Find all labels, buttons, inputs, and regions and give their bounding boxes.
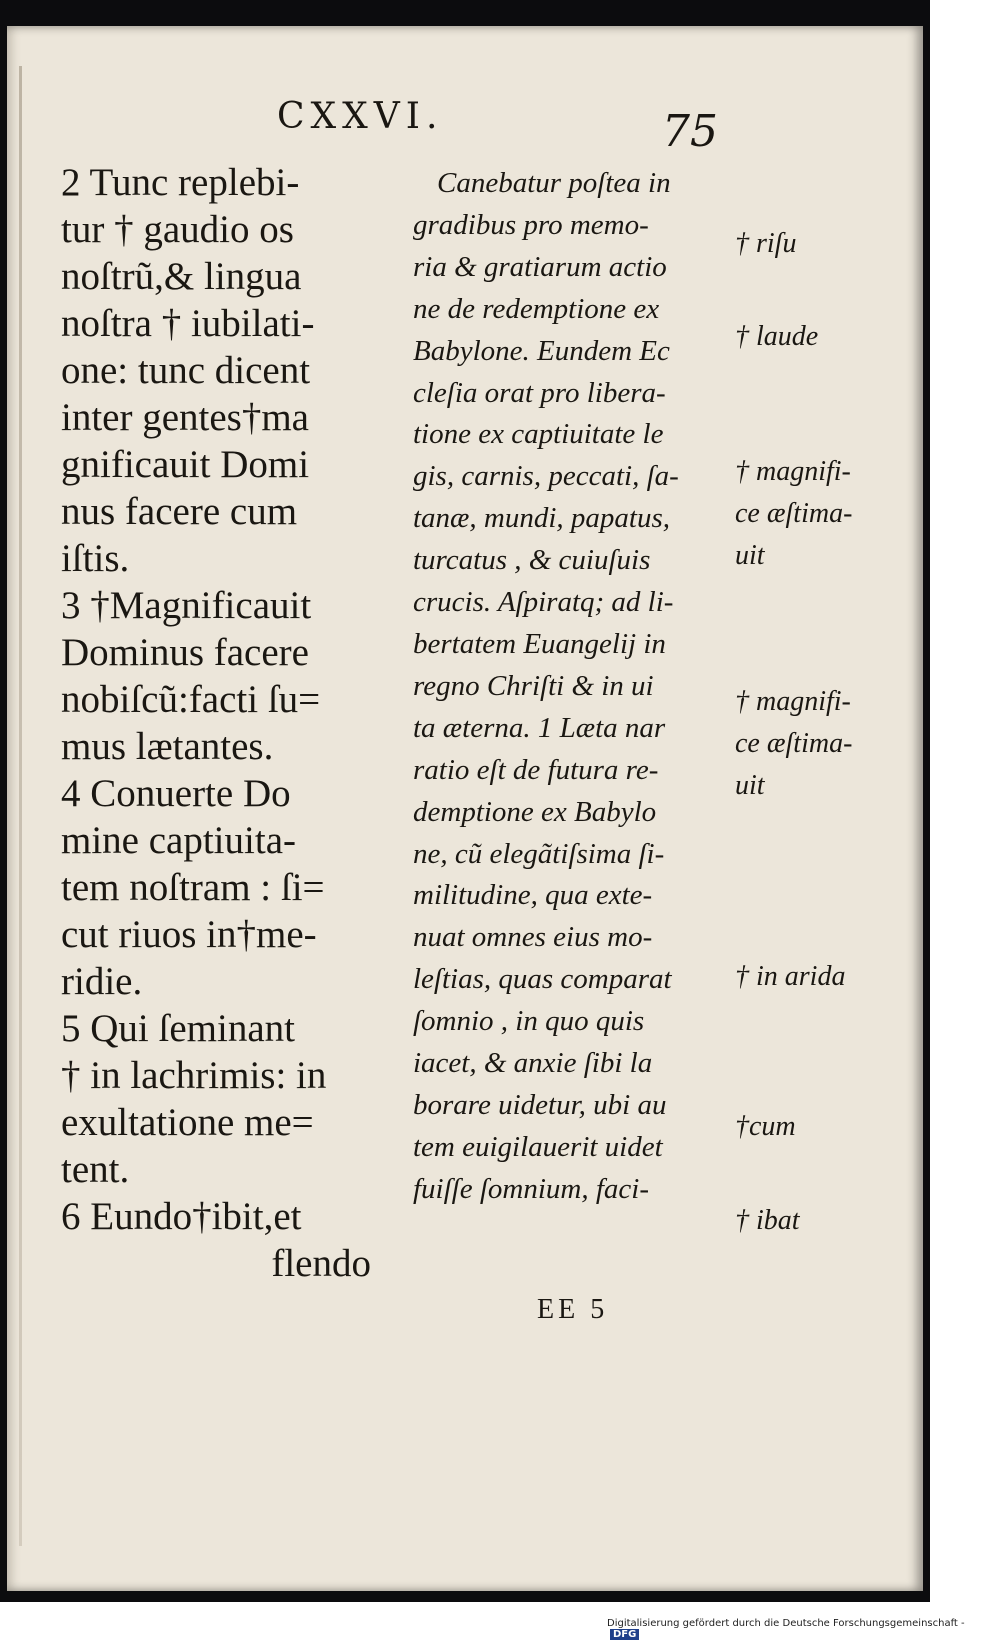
commentary-line: ſomnio , in quo quis (413, 1005, 645, 1038)
signature-mark: EE 5 (537, 1294, 609, 1325)
margin-gloss (735, 223, 796, 265)
commentary-line: ta æterna. 1 Læta nar (413, 711, 666, 744)
running-head: CXXVI. (277, 96, 444, 137)
commentary-line: iacet, & anxie ſibi la (413, 1047, 653, 1080)
margin-gloss (735, 956, 845, 998)
commentary-line: leſtias, quas comparat (413, 963, 672, 996)
psalm-line: nobiſcũ:facti ſu= (61, 678, 321, 721)
psalm-line: mus lætantes. (61, 725, 274, 768)
footer-text: Digitalisierung gefördert durch die Deutsche Forschungsgemeinschaft - (607, 1618, 965, 1629)
margin-gloss-line: uit (735, 540, 765, 571)
commentary-line: ratio eſt de futura re- (413, 753, 659, 786)
psalm-line: cut riuos in†me- (61, 913, 317, 956)
commentary-column (413, 163, 721, 1211)
psalm-line: noſtrũ,& lingua (61, 255, 302, 298)
commentary-line: fuiſſe ſomnium, faci- (413, 1172, 649, 1205)
commentary-line: cleſia orat pro libera- (413, 376, 666, 409)
psalm-line: noſtra † iubilati- (61, 302, 315, 345)
psalm-line: † in lachrimis: in (61, 1054, 327, 1097)
commentary-line: Babylone. Eundem Ec (413, 334, 670, 367)
margin-gloss (735, 681, 852, 807)
commentary-line: tem euigilauerit uidet (413, 1130, 663, 1163)
psalm-line: nus facere cum (61, 490, 298, 533)
margin-gloss-line: † in arida (735, 961, 846, 992)
commentary-line: regno Chriſti & in ui (413, 669, 654, 702)
psalm-line: flendo (271, 1242, 371, 1285)
margin-gloss-line: uit (735, 770, 765, 801)
margin-gloss-line: † magnifi- (735, 456, 851, 487)
psalm-line: 3 †Magnificauit (61, 584, 312, 627)
commentary-line: bertatem Euangelij in (413, 627, 666, 660)
margin-gloss-line: † magnifi- (735, 686, 851, 717)
psalm-line: Dominus facere (61, 631, 309, 674)
psalm-line: exultatione me= (61, 1101, 314, 1144)
commentary-line: demptione ex Babylo (413, 795, 657, 828)
margin-gloss (735, 1106, 796, 1148)
psalm-line: inter gentes†ma (61, 396, 309, 439)
margin-gloss-line: † riſu (735, 228, 797, 259)
commentary-line: gradibus pro memo- (413, 208, 649, 241)
commentary-line: turcatus , & cuiuſuis (413, 544, 651, 577)
margin-gloss (735, 1200, 800, 1242)
commentary-line: Canebatur poſtea in (437, 167, 671, 199)
psalm-line: tent. (61, 1148, 130, 1191)
commentary-line: ria & gratiarum actio (413, 250, 667, 283)
margin-gloss-line: ce æſtima- (735, 498, 853, 529)
margin-gloss-line: †cum (735, 1111, 796, 1142)
margin-gloss (735, 316, 818, 358)
margin-gloss-line: † ibat (735, 1205, 800, 1236)
dfg-logo: DFG (610, 1629, 639, 1640)
commentary-line: gis, carnis, peccati, ſa- (413, 460, 679, 493)
psalm-line: gnificauit Domi (61, 443, 310, 486)
commentary-line: crucis. Aſpiratq; ad li- (413, 586, 674, 619)
margin-gloss-line: ce æſtima- (735, 728, 853, 759)
commentary-line: borare uidetur, ubi au (413, 1088, 667, 1121)
commentary-line: militudine, qua exte- (413, 879, 653, 912)
psalm-line: ridie. (61, 960, 143, 1003)
psalm-line: tem noſtram : ſi= (61, 866, 325, 909)
psalm-line: one: tunc dicent (61, 349, 311, 392)
commentary-line: nuat omnes eius mo- (413, 921, 653, 954)
psalm-line: 6 Eundo†ibit,et (61, 1195, 302, 1238)
commentary-line: ne de redemptione ex (413, 292, 660, 325)
page-number: 75 (662, 106, 718, 157)
commentary-line: ne, cũ elegãtiſsima ſi- (413, 837, 665, 870)
digitization-footer (607, 1618, 1000, 1640)
psalm-line: tur † gaudio os (61, 208, 294, 251)
psalm-line: 2 Tunc replebi- (61, 161, 300, 204)
commentary-line: tanæ, mundi, papatus, (413, 502, 670, 535)
psalm-line: iſtis. (61, 537, 130, 580)
psalm-line: 5 Qui ſeminant (61, 1007, 295, 1050)
book-page (7, 26, 923, 1591)
psalm-text-column (61, 159, 371, 1287)
psalm-line: 4 Conuerte Do (61, 772, 291, 815)
margin-gloss (735, 451, 852, 577)
commentary-line: tione ex captiuitate le (413, 418, 664, 451)
psalm-line: mine captiuita- (61, 819, 296, 862)
margin-gloss-line: † laude (735, 321, 819, 352)
